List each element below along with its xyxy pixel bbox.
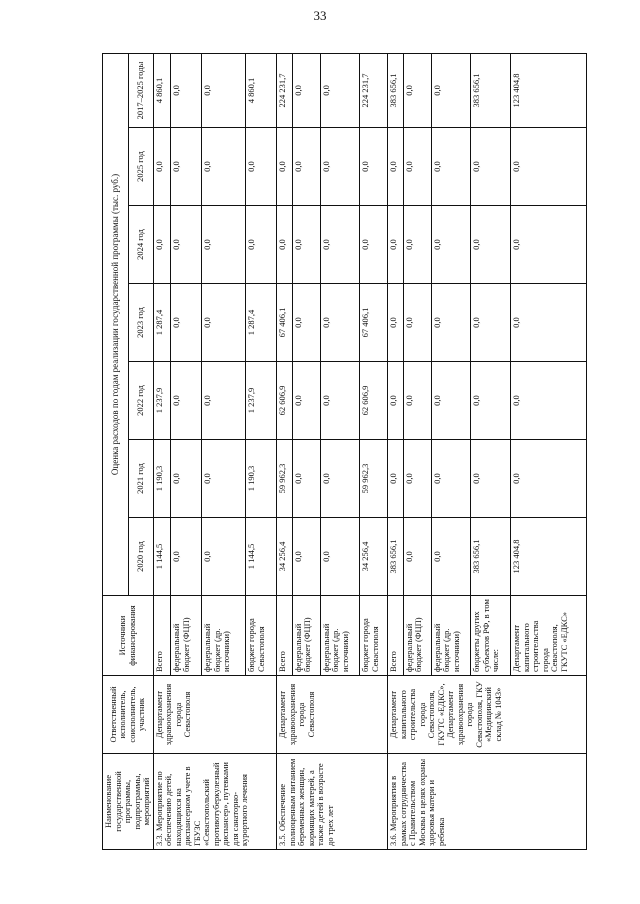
value: 62 606,9 [277,362,293,440]
source: федеральный бюджет (др. источники) [202,596,246,676]
program-name: 3.6. Мероприятия в рамках сотрудничества с Правительством Москвы в целях охраны здоровья матери и ребенка [388,754,587,850]
header-year: 2021 год [128,440,153,518]
header-year: 2017–2025 годы [128,53,153,127]
value: 383 656,1 [388,518,404,596]
value: 4 860,1 [246,53,277,127]
header-estimate: Оценка расходов по годам реализации государственной программы (тыс. руб.) [103,53,129,595]
value: 0,0 [431,53,471,127]
executor: Департамент здравоохранения города Севастополя [153,676,277,754]
value: 0,0 [511,128,587,206]
value: 0,0 [431,284,471,362]
value: 0,0 [246,128,277,206]
value: 67 406,1 [277,284,293,362]
value: 0,0 [320,53,360,127]
value: 0,0 [471,440,511,518]
value: 0,0 [171,518,202,596]
value: 123 404,8 [511,518,587,596]
value: 0,0 [171,206,202,284]
source: бюджеты других субъектов РФ, в том числе: [471,596,511,676]
value: 0,0 [277,206,293,284]
header-year: 2022 год [128,362,153,440]
value: 0,0 [202,53,246,127]
source: федеральный бюджет (др. источники) [320,596,360,676]
value: 123 404,8 [511,53,587,127]
value: 0,0 [431,362,471,440]
value: 0,0 [320,206,360,284]
source: федеральный бюджет (др. источники) [431,596,471,676]
value: 0,0 [388,284,404,362]
value: 0,0 [171,128,202,206]
budget-table [102,53,587,850]
source: бюджет города Севастополя [360,596,388,676]
value: 0,0 [360,128,388,206]
value: 0,0 [431,206,471,284]
value: 0,0 [202,362,246,440]
header-year: 2023 год [128,284,153,362]
value: 383 656,1 [471,53,511,127]
value: 0,0 [431,128,471,206]
value: 383 656,1 [388,53,404,127]
value: 0,0 [431,518,471,596]
value: 0,0 [202,518,246,596]
source: Всего [153,596,171,676]
value: 0,0 [202,440,246,518]
value: 0,0 [292,128,320,206]
value: 0,0 [277,128,293,206]
value: 1 144,5 [246,518,277,596]
value: 0,0 [292,284,320,362]
header-year: 2025 год [128,128,153,206]
value: 62 606,9 [360,362,388,440]
value: 1 237,9 [153,362,171,440]
value: 0,0 [292,206,320,284]
value: 0,0 [202,206,246,284]
program-name: 3.3. Мероприятие по обеспечению детей, находящихся на диспансерном учете в ГБУЗС «Севастопольский противотуберкулезный диспансер», путевками для санаторно-курортного лечения [153,754,277,850]
rotated-table-container [102,54,569,850]
value: 224 231,7 [277,53,293,127]
value: 0,0 [471,362,511,440]
table-row [388,53,404,849]
value: 0,0 [403,128,431,206]
value: 0,0 [320,440,360,518]
source: федеральный бюджет (ФЦП) [171,596,202,676]
value: 59 962,3 [277,440,293,518]
table-row [153,53,171,849]
value: 0,0 [320,518,360,596]
source: федеральный бюджет (ФЦП) [292,596,320,676]
header-year: 2024 год [128,206,153,284]
value: 0,0 [403,206,431,284]
value: 0,0 [171,440,202,518]
value: 34 256,4 [360,518,388,596]
value: 0,0 [403,518,431,596]
value: 0,0 [388,362,404,440]
value: 0,0 [292,53,320,127]
header-name: Наименование государственной программы, подпрограммы, мероприятий [103,754,154,850]
value: 0,0 [388,128,404,206]
value: 0,0 [471,284,511,362]
header-year: 2020 год [128,518,153,596]
value: 1 190,3 [246,440,277,518]
value: 34 256,4 [277,518,293,596]
value: 0,0 [153,128,171,206]
value: 1 287,4 [246,284,277,362]
value: 0,0 [403,284,431,362]
value: 0,0 [431,440,471,518]
program-name: 3.5. Обеспечение полноценным питанием беременных женщин, кормящих матерей, а также детей в возрасте до трех лет [277,754,388,850]
value: 224 231,7 [360,53,388,127]
value: 0,0 [403,440,431,518]
value: 0,0 [403,53,431,127]
header-source: Источники финансирования [103,596,154,676]
executor: Департамент здравоохранения города Севастополя [277,676,388,754]
header-row-1 [103,53,129,849]
value: 0,0 [171,362,202,440]
source: Всего [277,596,293,676]
value: 0,0 [246,206,277,284]
value: 0,0 [320,362,360,440]
value: 0,0 [171,53,202,127]
value: 59 962,3 [360,440,388,518]
value: 0,0 [153,206,171,284]
executor: Департамент капитального строительства города Севастополя, ГКУТС «ЕДКС», Департамент здравоохранения города Севастополя, ГКУ «Медицинский склад № 1043» [388,676,587,754]
value: 4 860,1 [153,53,171,127]
value: 0,0 [202,128,246,206]
value: 0,0 [511,206,587,284]
value: 1 237,9 [246,362,277,440]
value: 1 144,5 [153,518,171,596]
value: 0,0 [403,362,431,440]
value: 0,0 [388,206,404,284]
value: 0,0 [292,518,320,596]
value: 0,0 [171,284,202,362]
table-row [277,53,293,849]
header-executor: Ответственный исполнитель, соисполнитель, участник [103,676,154,754]
value: 67 406,1 [360,284,388,362]
value: 0,0 [360,206,388,284]
value: 1 287,4 [153,284,171,362]
value: 0,0 [471,206,511,284]
value: 0,0 [511,284,587,362]
value: 0,0 [292,440,320,518]
value: 0,0 [292,362,320,440]
source: бюджет города Севастополя [246,596,277,676]
value: 0,0 [511,362,587,440]
source: Всего [388,596,404,676]
value: 0,0 [202,284,246,362]
value: 0,0 [320,284,360,362]
page-number: 33 [313,8,327,23]
source: Департамент капитального строительства города Севастополя, ГКУТС «ЕДКС» [511,596,587,676]
value: 0,0 [320,128,360,206]
value: 0,0 [471,128,511,206]
value: 0,0 [511,440,587,518]
value: 383 656,1 [471,518,511,596]
source: федеральный бюджет (ФЦП) [403,596,431,676]
value: 1 190,3 [153,440,171,518]
value: 0,0 [388,440,404,518]
